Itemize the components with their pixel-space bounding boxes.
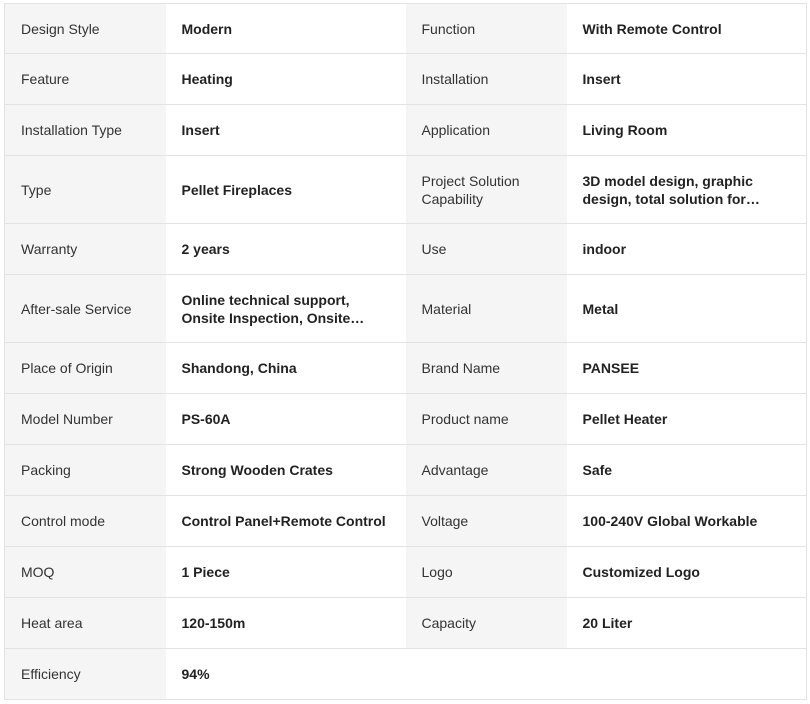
spec-label: Installation Type xyxy=(5,105,166,156)
spec-value xyxy=(166,156,406,224)
table-row xyxy=(5,156,807,224)
table-row xyxy=(5,224,807,275)
spec-value: 20 Liter xyxy=(567,598,807,649)
spec-value: PS-60A xyxy=(166,394,406,445)
spec-value-text: Pellet Fireplaces xyxy=(181,181,293,198)
spec-label: Place of Origin xyxy=(5,343,166,394)
spec-label: Feature xyxy=(5,54,166,105)
spec-label xyxy=(406,156,567,224)
spec-label: Material xyxy=(406,275,567,343)
spec-value: Modern xyxy=(166,4,406,54)
spec-value: 94% xyxy=(166,649,406,700)
spec-value: indoor xyxy=(567,224,807,275)
spec-label: Voltage xyxy=(406,496,567,547)
spec-label: MOQ xyxy=(5,547,166,598)
table-row xyxy=(5,598,807,649)
spec-value: Control Panel+Remote Control xyxy=(166,496,406,547)
table-row xyxy=(5,649,807,700)
spec-value xyxy=(166,275,406,343)
spec-value: Shandong, China xyxy=(166,343,406,394)
spec-label: Model Number xyxy=(5,394,166,445)
table-row xyxy=(5,547,807,598)
empty-cell xyxy=(406,649,567,700)
spec-label: Advantage xyxy=(406,445,567,496)
spec-value xyxy=(567,156,807,224)
spec-label: Efficiency xyxy=(5,649,166,700)
spec-label: Heat area xyxy=(5,598,166,649)
spec-value: Insert xyxy=(567,54,807,105)
spec-value: Insert xyxy=(166,105,406,156)
spec-value: Pellet Heater xyxy=(567,394,807,445)
spec-value-text: 3D model design, graphic design, total solution for… xyxy=(582,172,760,207)
table-row xyxy=(5,4,807,54)
spec-value: Safe xyxy=(567,445,807,496)
spec-label: Product name xyxy=(406,394,567,445)
spec-label: Warranty xyxy=(5,224,166,275)
table-row xyxy=(5,105,807,156)
spec-label: Capacity xyxy=(406,598,567,649)
table-row xyxy=(5,275,807,343)
spec-value: Customized Logo xyxy=(567,547,807,598)
spec-value: 1 Piece xyxy=(166,547,406,598)
spec-label: Brand Name xyxy=(406,343,567,394)
table-row xyxy=(5,496,807,547)
spec-label-text: Project Solution Capability xyxy=(421,172,520,207)
spec-value: PANSEE xyxy=(567,343,807,394)
spec-label: Control mode xyxy=(5,496,166,547)
spec-value: 100-240V Global Workable xyxy=(567,496,807,547)
spec-label: Design Style xyxy=(5,4,166,54)
table-row xyxy=(5,445,807,496)
spec-value: Strong Wooden Crates xyxy=(166,445,406,496)
spec-label: Type xyxy=(5,156,166,224)
table-row xyxy=(5,54,807,105)
spec-label: Use xyxy=(406,224,567,275)
spec-label: Logo xyxy=(406,547,567,598)
spec-label: Packing xyxy=(5,445,166,496)
spec-value: 2 years xyxy=(166,224,406,275)
spec-label: Application xyxy=(406,105,567,156)
spec-value: Heating xyxy=(166,54,406,105)
spec-label: After-sale Service xyxy=(5,275,166,343)
spec-value-text: Online technical support, Onsite Inspection, Onsite… xyxy=(181,291,365,326)
spec-value: With Remote Control xyxy=(567,4,807,54)
spec-value: 120-150m xyxy=(166,598,406,649)
spec-value: Metal xyxy=(567,275,807,343)
table-row xyxy=(5,343,807,394)
spec-label: Installation xyxy=(406,54,567,105)
spec-value: Living Room xyxy=(567,105,807,156)
product-spec-table xyxy=(4,3,807,700)
empty-cell xyxy=(567,649,807,700)
spec-label: Function xyxy=(406,4,567,54)
table-row xyxy=(5,394,807,445)
